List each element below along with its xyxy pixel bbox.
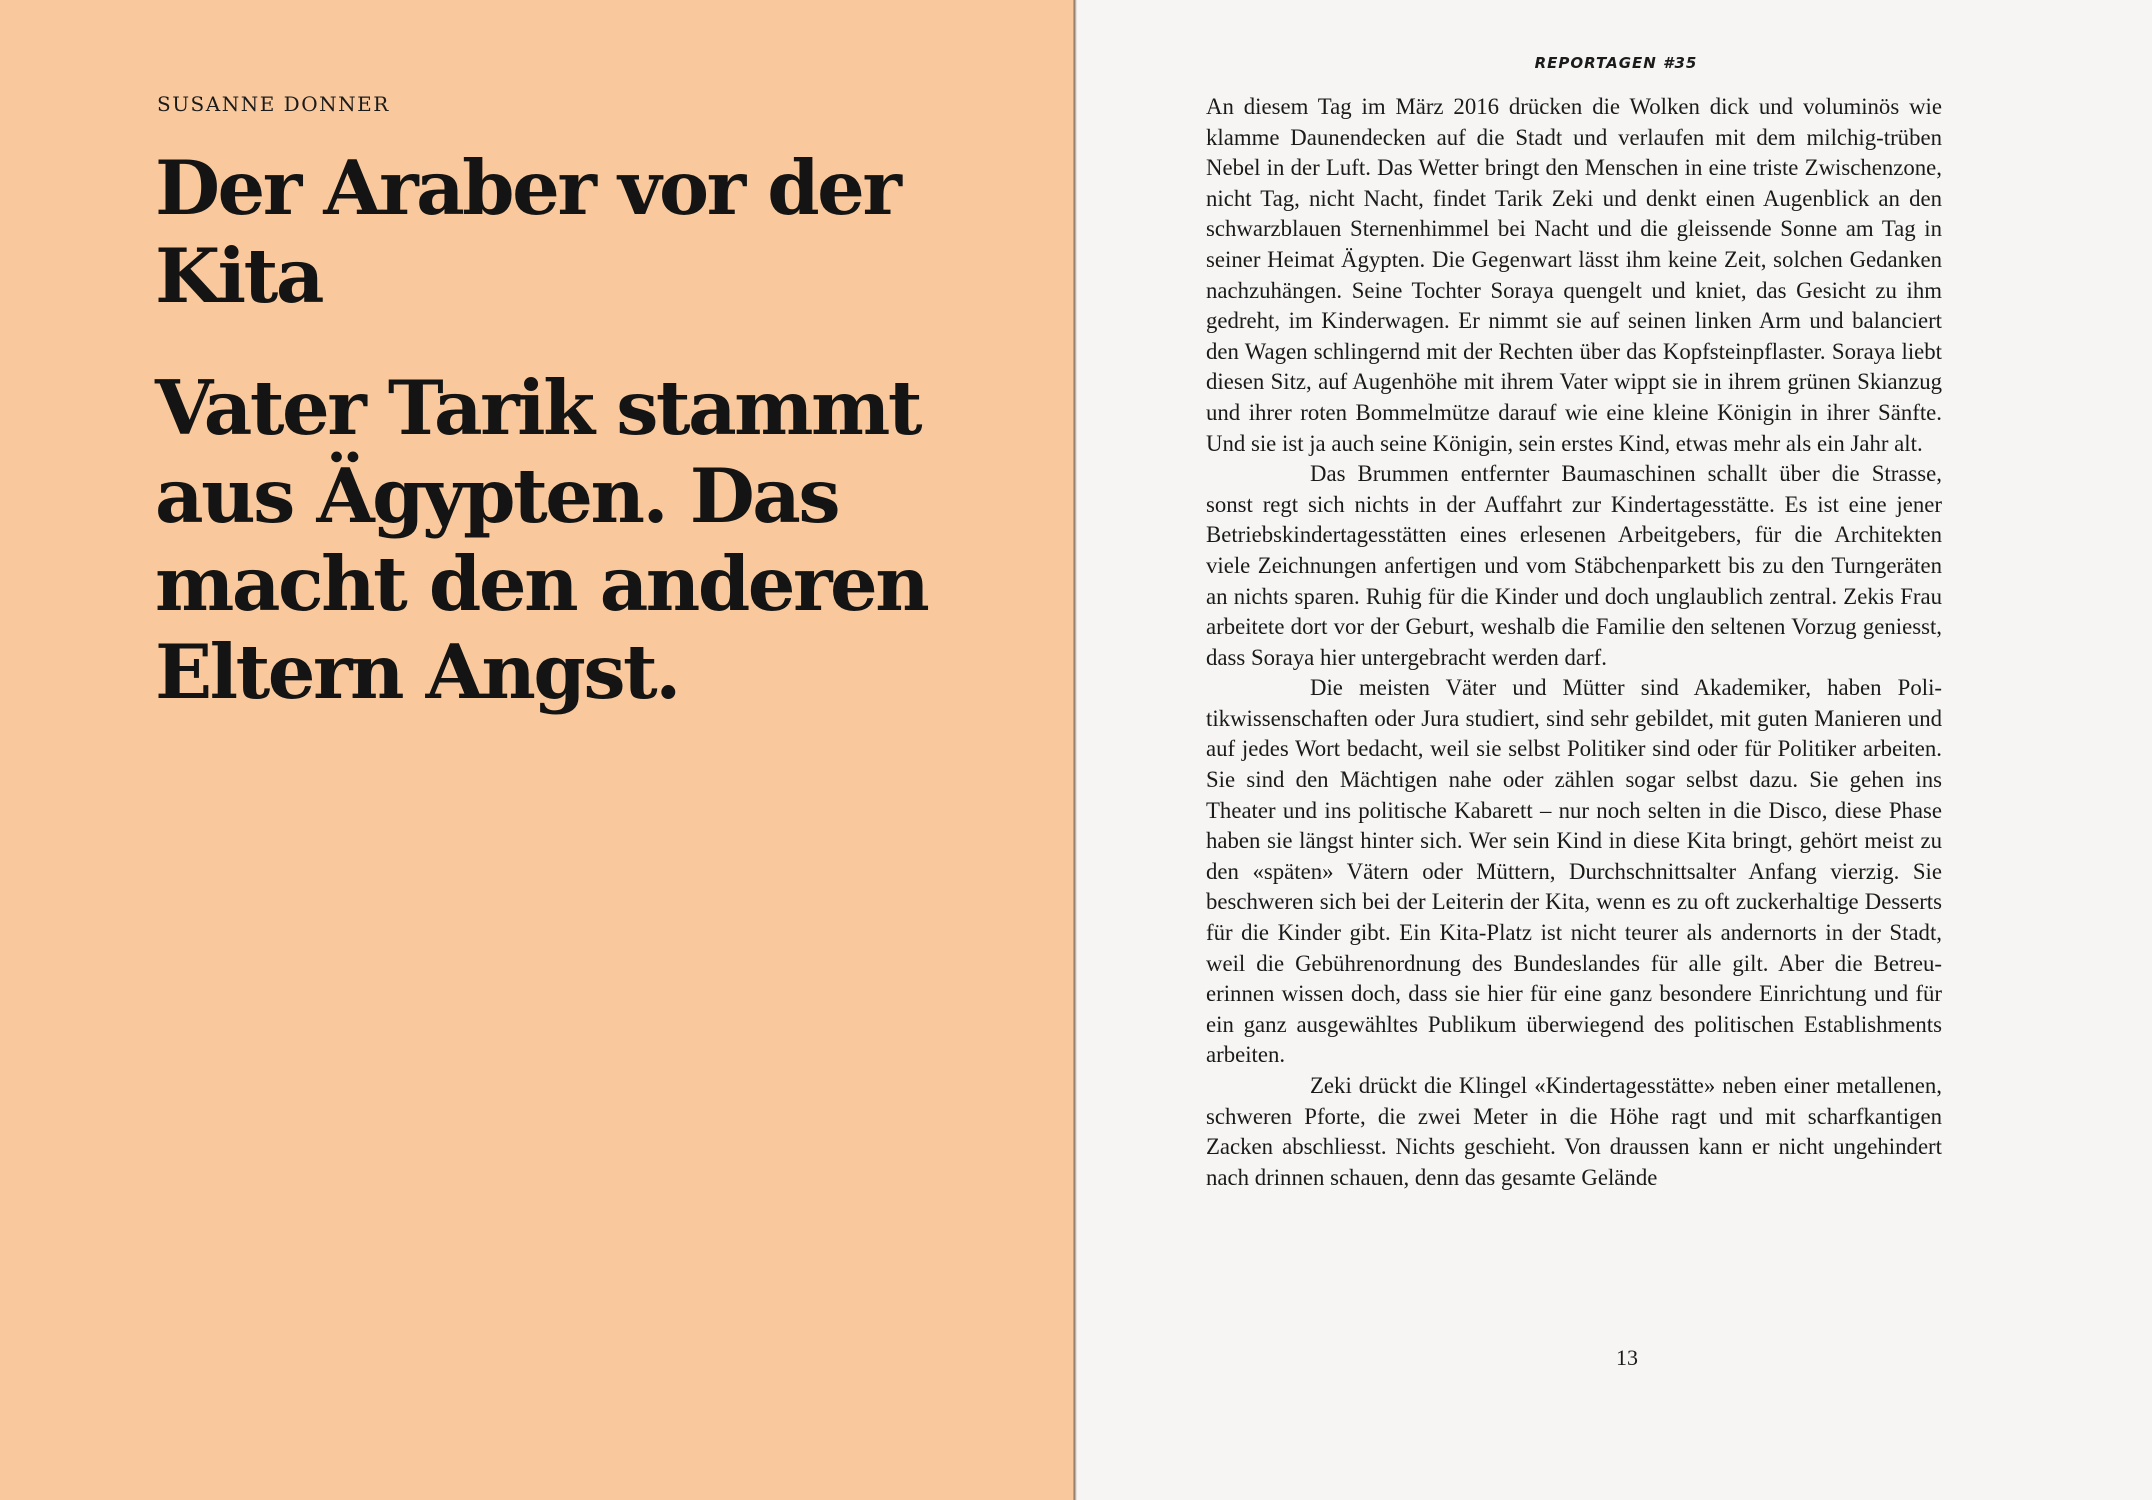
author-name: SUSANNE DONNER — [157, 92, 390, 116]
article-body — [1206, 92, 1942, 1193]
page-number: 13 — [1616, 1345, 1638, 1370]
body-paragraph: An diesem Tag im März 2016 drücken die Wolken dick und voluminös wie klamme Daunendecken auf die Stadt und verlaufen mit dem milchig-trüben Nebel in der Luft. Das Wetter bringt den Menschen in eine triste Zwischenzone, nicht Tag, nicht Nacht, findet Tarik Zeki und denkt einen Augenblick an den schwarzblauen Sternenhimmel bei Nacht und die gleissende Sonne am Tag in seiner Heimat Ägypten. Die Gegenwart lässt ihm keine Zeit, solchen Gedanken nachzuhängen. Seine Tochter Soraya quengelt und kniet, das Gesicht zu ihm gedreht, im Kinderwagen. Er nimmt sie auf seinen linken Arm und balanciert den Wagen schlingernd mit der Rechten über das Kopfsteinpflaster. Soraya liebt diesen Sitz, auf Augenhöhe mit ihrem Vater wippt sie in ihrem grünen Skianzug und ihrer roten Bommelmütze darauf wie eine kleine Königin in ihrer Sänfte. Und sie ist ja auch seine Königin, sein erstes Kind, etwas mehr als ein Jahr alt. — [1206, 94, 1942, 456]
article-subtitle: Vater Tarik stammt aus Ägypten. Das macht den anderen Eltern Angst. — [155, 364, 928, 716]
body-paragraph: Das Brummen entfernter Baumaschinen schallt über die Strasse, sonst regt sich nichts in der Auffahrt zur Kindertagesstätte. Es ist eine jener Betriebskindertagesstätten eines erlesenen Arbeitgebers, für die Architekten viele Zeichnungen anfertigen und vom Stäbchenparkett bis zu den Turngeräten an nichts sparen. Ruhig für die Kinder und doch unglaublich zentral. Zekis Frau arbeitete dort vor der Geburt, weshalb die Familie den seltenen Vorzug geniesst, dass Soraya hier untergebracht werden darf. — [1206, 461, 1942, 670]
body-paragraph: Zeki drückt die Klingel «Kindertagesstätte» neben einer metallenen, schweren Pforte, die zwei Meter in die Höhe ragt und mit scharfkantigen Zacken abschliesst. Nichts geschieht. Von draussen kann er nicht ungehindert nach drinnen schauen, denn das gesamte Gelände — [1206, 1073, 1942, 1190]
article-title: Der Araber vor der Kita — [155, 144, 900, 320]
running-head: REPORTAGEN #35 — [1534, 54, 1698, 72]
body-paragraph: Die meisten Väter und Mütter sind Akademiker, haben Politikwissenschaften oder Jura studiert, sind sehr gebildet, mit guten Manieren und auf jedes Wort bedacht, weil sie selbst Politiker sind oder für Politiker arbeiten. Sie sind den Mächtigen nahe oder zählen sogar selbst dazu. Sie gehen ins Theater und ins politische Kabarett – nur noch selten in die Disco, diese Phase haben sie längst hinter sich. Wer sein Kind in diese Kita bringt, gehört meist zu den «späten» Vätern oder Müttern, Durchschnittsalter Anfang vierzig. Sie beschweren sich bei der Leiterin der Kita, wenn es zu oft zuckerhaltige Desserts für die Kinder gibt. Ein Kita-Platz ist nicht teurer als andernorts in der Stadt, weil die Gebührenordnung des Bundeslandes für alle gilt. Aber die Betreuerinnen wissen doch, dass sie hier für eine ganz besondere Einrichtung und für ein ganz ausgewähltes Publikum überwiegend des politischen Establishments arbeiten. — [1206, 675, 1942, 1068]
right-page — [1077, 0, 2152, 1500]
